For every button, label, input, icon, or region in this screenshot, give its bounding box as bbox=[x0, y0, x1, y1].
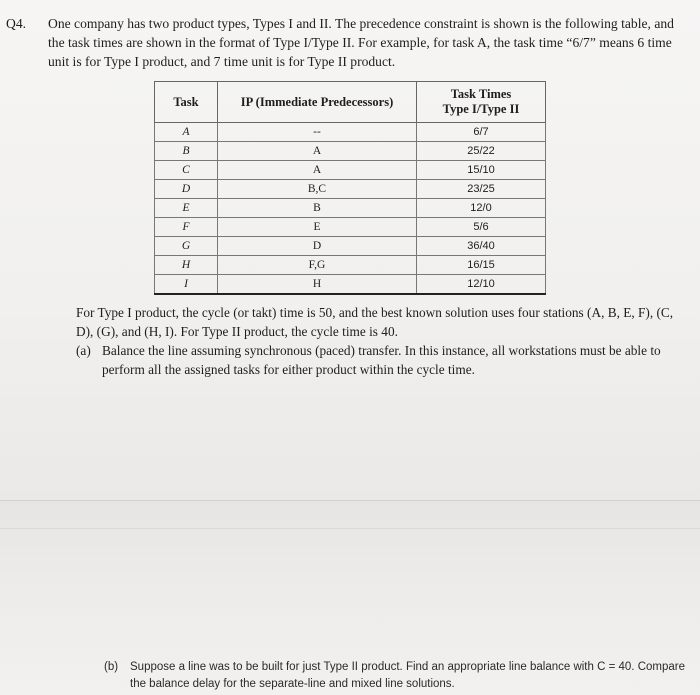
part-a-label: (a) bbox=[76, 343, 91, 358]
table-row bbox=[155, 161, 546, 180]
cell-times: 25/22 bbox=[417, 142, 546, 161]
header-times-line1: Task Times bbox=[450, 87, 512, 101]
cell-times: 36/40 bbox=[417, 237, 546, 256]
page-faint-rule bbox=[0, 528, 700, 529]
page-fold-line bbox=[0, 500, 700, 501]
table-row bbox=[155, 199, 546, 218]
cell-times: 16/15 bbox=[417, 256, 546, 275]
cell-times: 5/6 bbox=[417, 218, 546, 237]
header-ip: IP (Immediate Predecessors) bbox=[218, 82, 417, 123]
cell-task: F bbox=[155, 218, 218, 237]
header-task: Task bbox=[155, 82, 218, 123]
table-header-row bbox=[155, 82, 546, 123]
question-number: Q4. bbox=[6, 16, 27, 31]
cell-task: I bbox=[155, 275, 218, 295]
part-b-block bbox=[104, 659, 694, 693]
cell-ip: B bbox=[218, 199, 417, 218]
table-row bbox=[155, 218, 546, 237]
cell-task: C bbox=[155, 161, 218, 180]
part-a-block bbox=[76, 341, 676, 379]
cell-times: 23/25 bbox=[417, 180, 546, 199]
question-block bbox=[6, 14, 688, 71]
table-row bbox=[155, 237, 546, 256]
table-row bbox=[155, 256, 546, 275]
cell-ip: B,C bbox=[218, 180, 417, 199]
table-row bbox=[155, 142, 546, 161]
cell-task: H bbox=[155, 256, 218, 275]
cell-ip: -- bbox=[218, 123, 417, 142]
cell-ip: A bbox=[218, 142, 417, 161]
cell-ip: A bbox=[218, 161, 417, 180]
cell-times: 15/10 bbox=[417, 161, 546, 180]
cell-times: 12/10 bbox=[417, 275, 546, 295]
cell-task: G bbox=[155, 237, 218, 256]
header-times bbox=[417, 82, 546, 123]
table-row bbox=[155, 180, 546, 199]
cell-task: D bbox=[155, 180, 218, 199]
cell-ip: F,G bbox=[218, 256, 417, 275]
part-b-text: Suppose a line was to be built for just Type II product. Find an appropriate line balance with C = 40. Compare the balance delay for the separate-line and mixed line solutions. bbox=[130, 661, 685, 690]
table-row bbox=[155, 275, 546, 295]
cycle-time-paragraph: For Type I product, the cycle (or takt) time is 50, and the best known solution uses four stations (A, B, E, F), (C, D), (G), and (H, I). For Type II product, the cycle time is 40. bbox=[76, 305, 674, 339]
question-text: One company has two product types, Types I and II. The precedence constraint is shown is the following table, and the task times are shown in the format of Type I/Type II. For example, for task A, the task time “6/7” means 6 time unit is for Type I product, and 7 time unit is for Type II product. bbox=[48, 16, 674, 69]
table-row bbox=[155, 123, 546, 142]
cell-ip: E bbox=[218, 218, 417, 237]
part-b-label: (b) bbox=[104, 661, 119, 673]
cell-task: E bbox=[155, 199, 218, 218]
cell-task: B bbox=[155, 142, 218, 161]
precedence-table bbox=[154, 81, 546, 295]
cell-times: 12/0 bbox=[417, 199, 546, 218]
cell-times: 6/7 bbox=[417, 123, 546, 142]
cell-ip: D bbox=[218, 237, 417, 256]
cell-task: A bbox=[155, 123, 218, 142]
cell-ip: H bbox=[218, 275, 417, 295]
part-a-text: Balance the line assuming synchronous (paced) transfer. In this instance, all workstations must be able to perform all the assigned tasks for either product within the cycle time. bbox=[102, 343, 661, 377]
header-times-line2: Type I/Type II bbox=[442, 102, 520, 116]
